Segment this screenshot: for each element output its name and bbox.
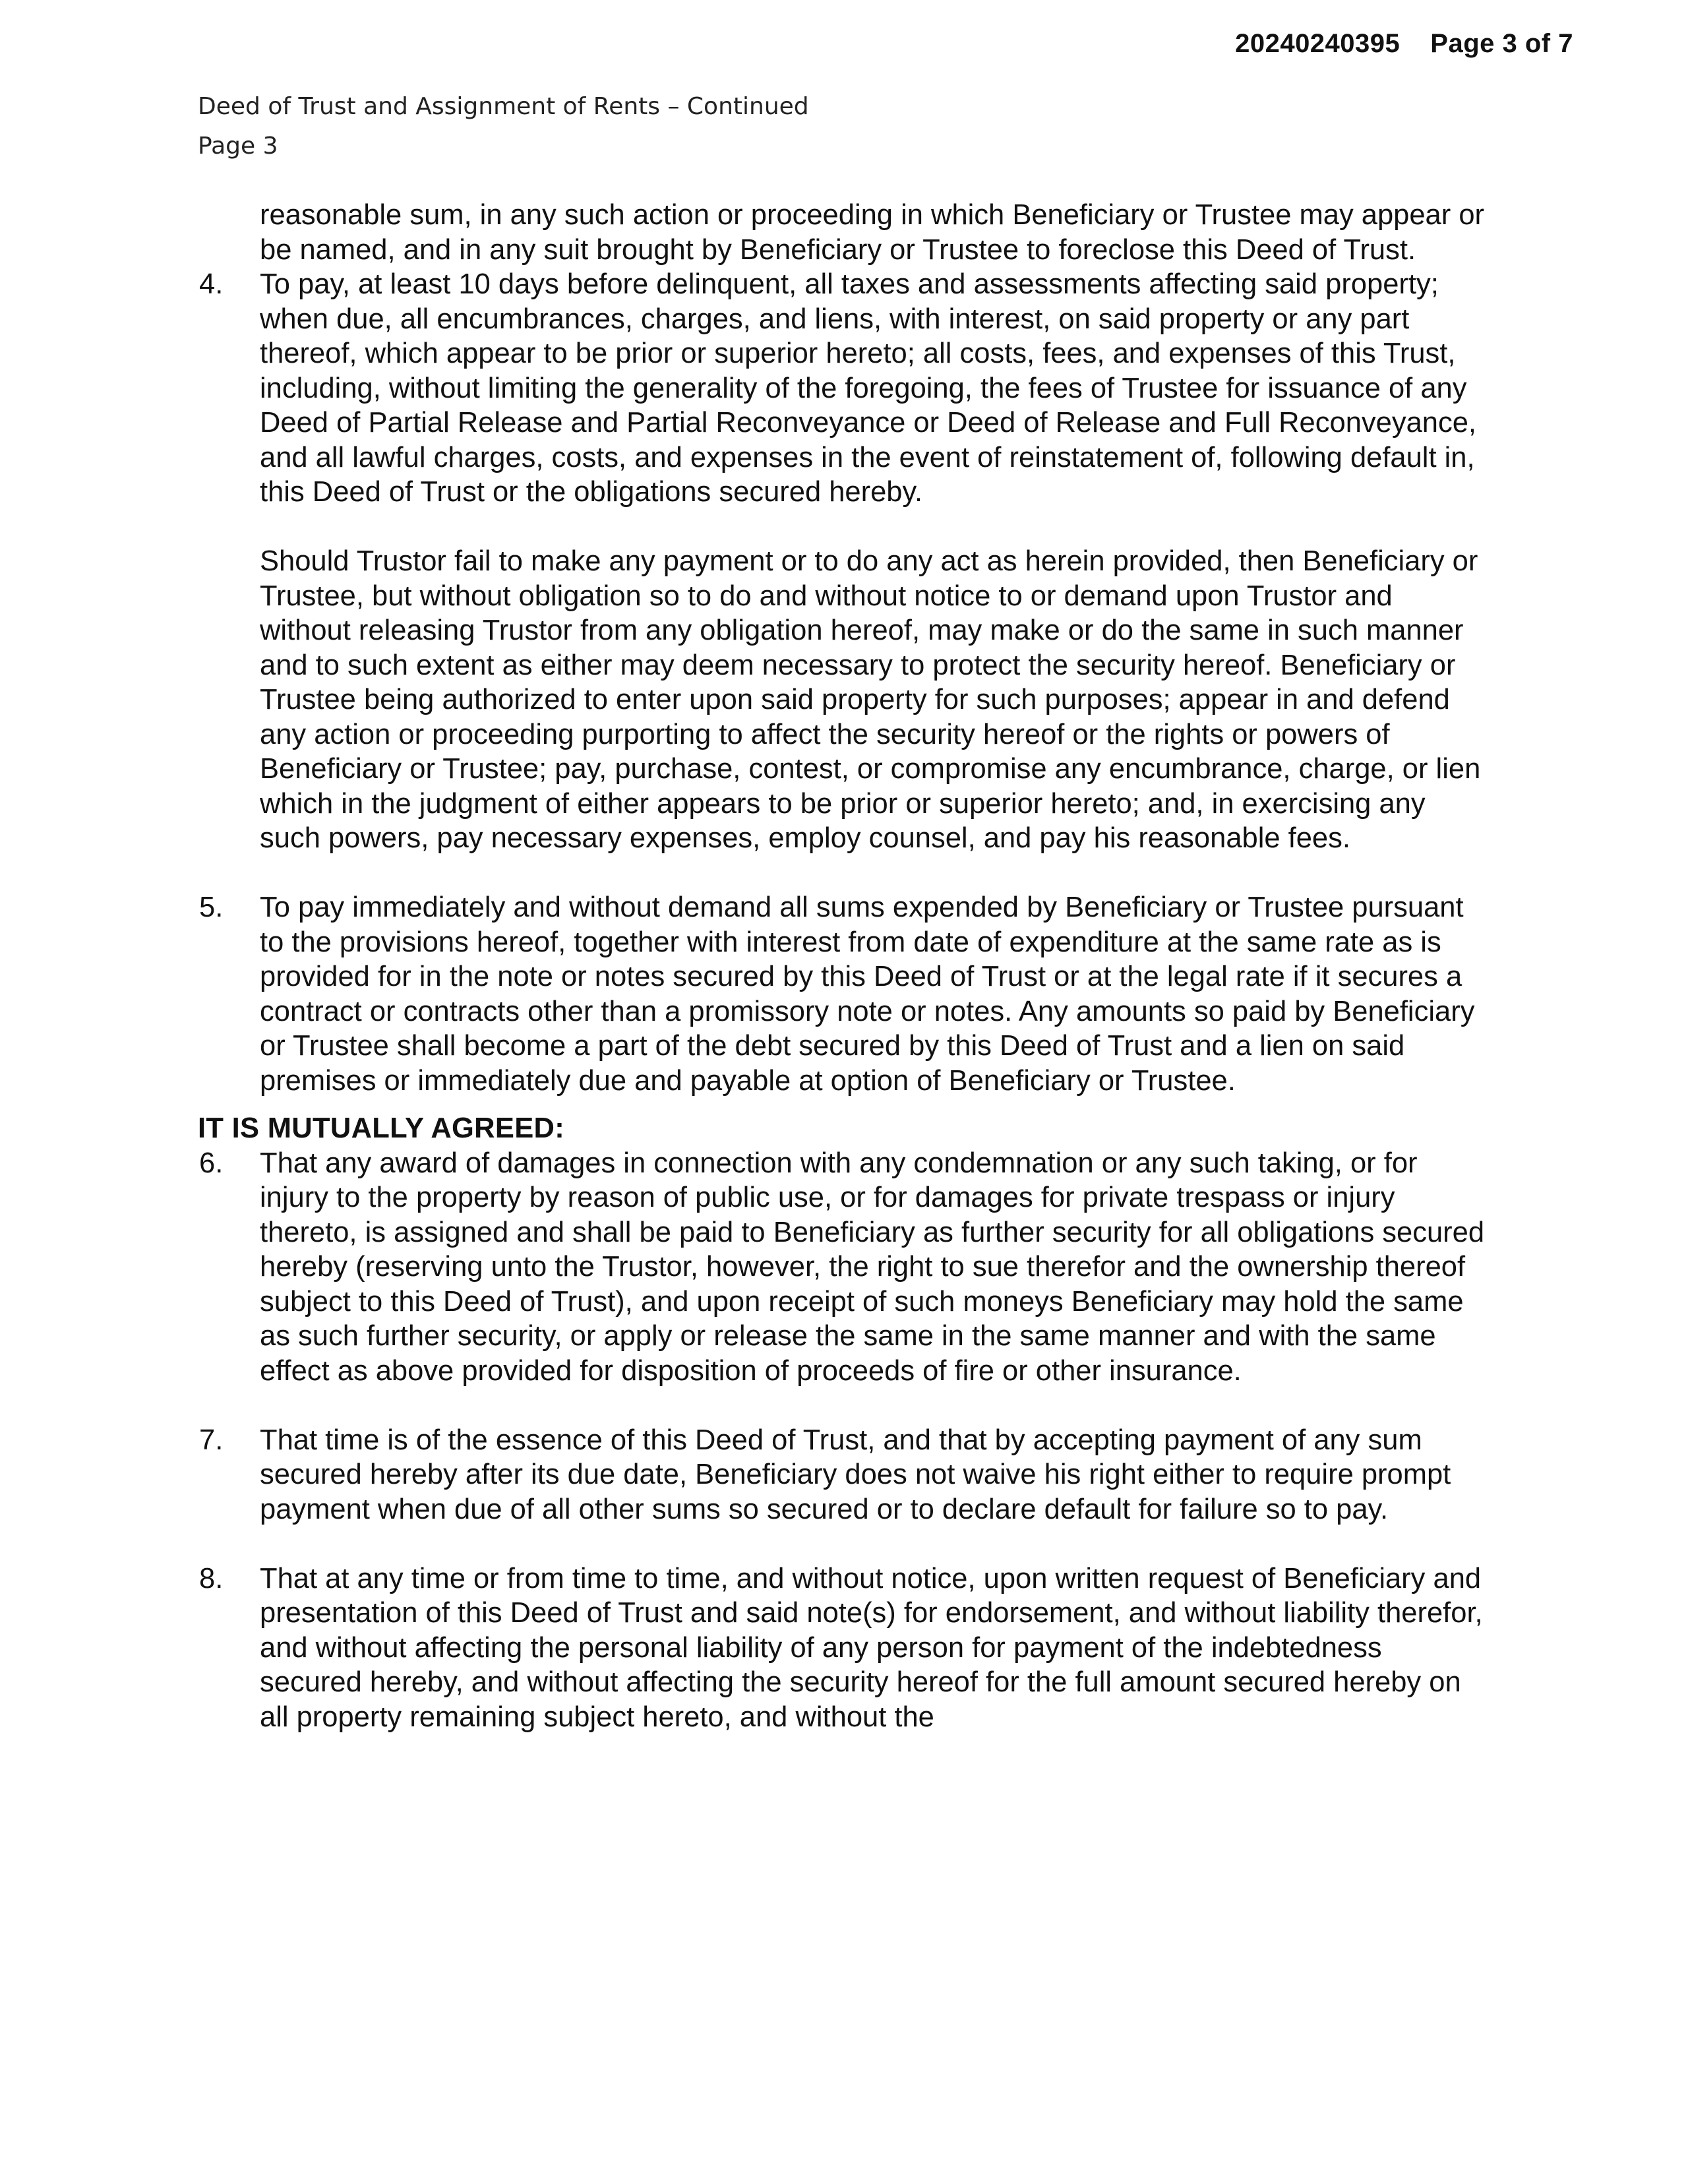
clause-text: That any award of damages in connection with any condemnation or any such taking, or for injury to the property by reason of public use, or for damages for private trespass or injury thereto, is assigned and shall be paid to Beneficiary as further security for all obligations secured hereby (reserving unto the Trustor, however, the right to sue therefor and the ownership thereof subject to this Deed of Trust), and upon receipt of such moneys Beneficiary may hold the same as such further security, or apply or release the same in the same manner and with the same effect as above provided for disposition of proceeds of fire or other insurance.: [260, 1147, 1485, 1387]
clause-text: Should Trustor fail to make any payment or to do any act as herein provided, then Beneficiary or Trustee, but without obligation so to do and without notice to or demand upon Trustor and without releasing Trustor from any obligation hereof, may make or do the same in such manner and to such extent as either may deem necessary to protect the security hereof. Beneficiary or Trustee being authorized to enter upon said property for such purposes; appear in and defend any action or proceeding purporting to affect the security hereof or the rights or powers of Beneficiary or Trustee; pay, purchase, contest, or compromise any encumbrance, charge, or lien which in the judgment of either appears to be prior or superior hereto; and, in exercising any such powers, pay necessary expenses, employ counsel, and pay his reasonable fees.: [260, 545, 1481, 854]
continuation-text: reasonable sum, in any such action or proceeding in which Beneficiary or Trustee may appear or be named, and in any suit brought by Beneficiary or Trustee to foreclose this Deed of Trust.: [260, 199, 1484, 266]
clause-6: [198, 1146, 1490, 1389]
clause-number: 8.: [199, 1562, 224, 1594]
clause-text: To pay, at least 10 days before delinquent, all taxes and assessments affecting said property; when due, all encumbrances, charges, and liens, with interest, on said property or any part thereof, which appear to be prior or superior hereto; all costs, fees, and expenses of this Trust, including, without limiting the generality of the foregoing, the fees of Trustee for issuance of any Deed of Partial Release and Partial Reconveyance or Deed of Release and Full Reconveyance, and all lawful charges, costs, and expenses in the event of reinstatement of, following default in, this Deed of Trust or the obligations secured hereby.: [260, 268, 1476, 508]
document-number: 20240240395: [1235, 29, 1401, 58]
clause-8: [198, 1562, 1490, 1735]
clause-number: 7.: [199, 1424, 224, 1456]
clause-text: That time is of the essence of this Deed of Trust, and that by accepting payment of any sum secured hereby after its due date, Beneficiary does not waive his right either to require prompt payment when due of all other sums so secured or to declare default for failure so to pay.: [260, 1424, 1451, 1525]
continuation-paragraph: [198, 198, 1490, 267]
clause-4-subparagraph: [198, 544, 1490, 856]
document-body: [198, 198, 1490, 1734]
running-header-page: Page 3: [198, 133, 278, 160]
section-heading: IT IS MUTUALLY AGREED:: [198, 1112, 565, 1144]
clause-number: 4.: [199, 268, 224, 300]
recording-number-header: [1235, 29, 1573, 59]
running-header: [198, 87, 809, 166]
clause-7: [198, 1423, 1490, 1527]
clause-text: To pay immediately and without demand all sums expended by Beneficiary or Trustee pursuant to the provisions hereof, together with interest from date of expenditure at the same rate as is provided for in the note or notes secured by this Deed of Trust or at the legal rate if it secures a contract or contracts other than a promissory note or notes. Any amounts so paid by Beneficiary or Trustee shall become a part of the debt secured by this Deed of Trust and a lien on said premises or immediately due and payable at option of Beneficiary or Trustee.: [260, 892, 1475, 1097]
clause-5: [198, 890, 1490, 1098]
clause-number: 6.: [199, 1147, 224, 1179]
clause-text: That at any time or from time to time, and without notice, upon written request of Beneficiary and presentation of this Deed of Trust and said note(s) for endorsement, and without liability therefor, and without affecting the personal liability of any person for payment of the indebtedness secured hereby, and without affecting the security hereof for the full amount secured hereby on all property remaining subject hereto, and without the: [260, 1562, 1483, 1733]
page-of-indicator: Page 3 of 7: [1430, 29, 1573, 58]
clause-number: 5.: [199, 892, 224, 923]
running-header-title: Deed of Trust and Assignment of Rents – Continued: [198, 93, 809, 120]
clause-4: [198, 267, 1490, 510]
